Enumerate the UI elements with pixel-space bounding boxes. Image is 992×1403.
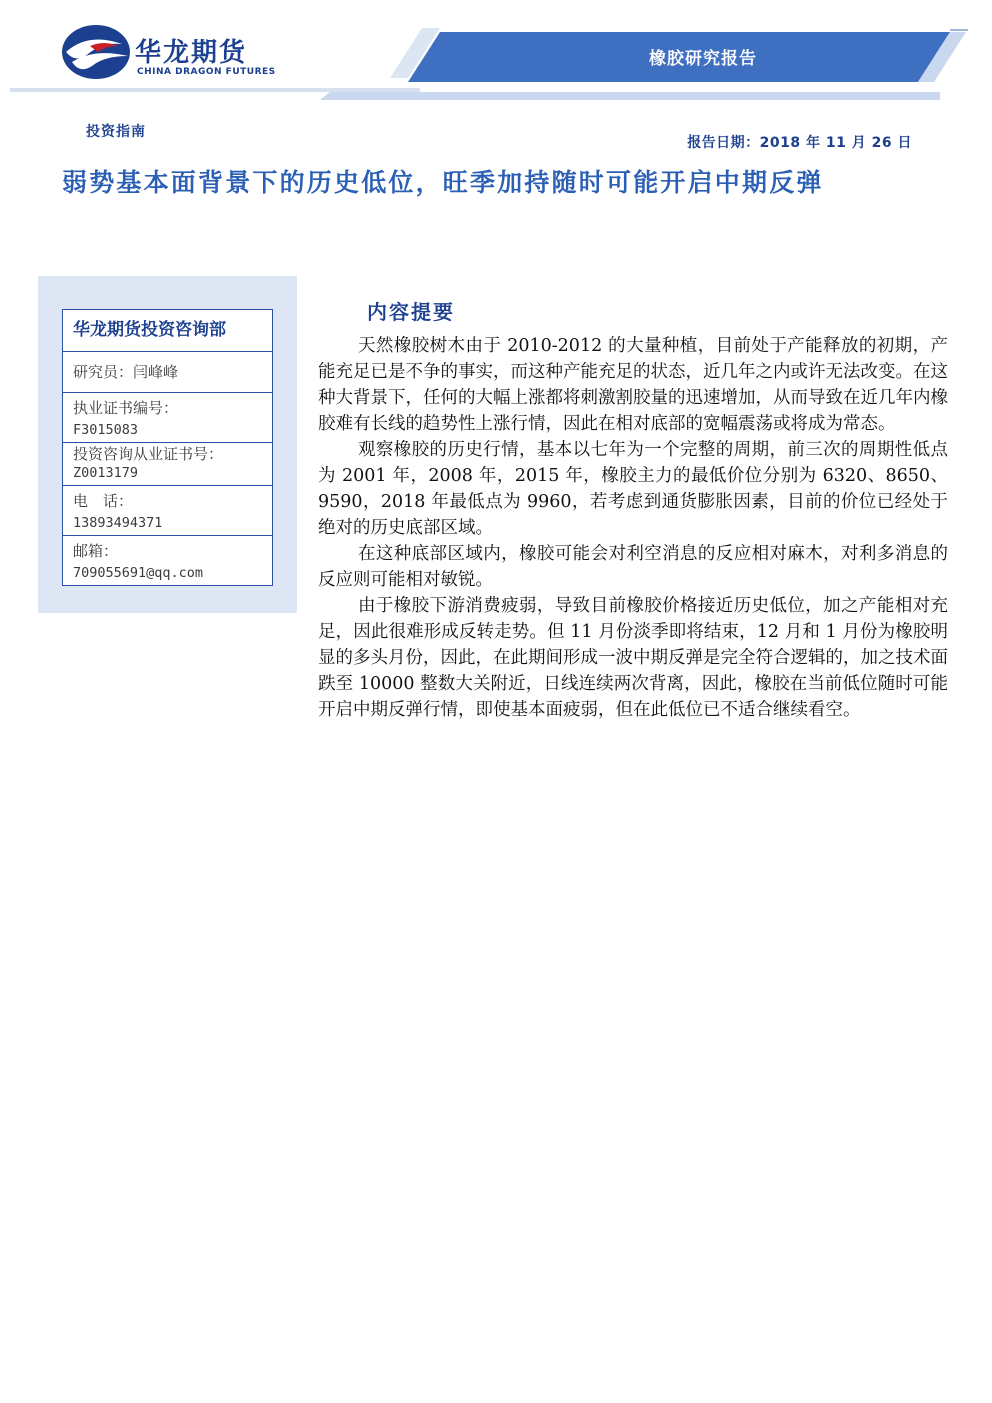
- summary-paragraph: 观察橡胶的历史行情，基本以七年为一个完整的周期，前三次的周期性低点为 2001 年，2008 年，2015 年，橡胶主力的最低价位分别为 6320、8650、9590，2018 年最低点为 9960，若考虑到通货膨胀因素，目前的价位已经处于绝对的历史底部区域。: [318, 440, 948, 538]
- phone-number: 13893494371: [73, 515, 163, 531]
- report-title: 弱势基本面背景下的历史低位，旺季加持随时可能开启中期反弹: [62, 168, 824, 197]
- sidebar: [38, 276, 297, 613]
- report-type-label: 橡胶研究报告: [649, 49, 757, 69]
- email-block: [63, 535, 272, 585]
- phone-block: [63, 485, 272, 535]
- advisory-number: Z0013179: [73, 465, 139, 481]
- phone-label: 电 话：: [73, 492, 134, 510]
- company-logo: [58, 22, 134, 82]
- researcher-name: 研究员：闫峰峰: [63, 351, 272, 392]
- category-label: 投资指南: [86, 124, 146, 140]
- brand-name-en: CHINA DRAGON FUTURES: [137, 67, 276, 77]
- summary-content: [318, 333, 948, 723]
- license-block: [63, 392, 272, 442]
- advisory-block: [63, 442, 272, 485]
- license-label: 执业证书编号：: [73, 399, 179, 417]
- license-number: F3015083: [73, 422, 139, 438]
- email-address[interactable]: 709055691@qq.com: [73, 565, 204, 581]
- report-date: 报告日期：2018 年 11 月 26 日: [687, 135, 912, 151]
- summary-paragraph: 由于橡胶下游消费疲弱，导致目前橡胶价格接近历史低位，加之产能相对充足，因此很难形成反转走势。但 11 月份淡季即将结束，12 月和 1 月份为橡胶明显的多头月份，因此，在此期间形成一波中期反弹是完全符合逻辑的，加之技术面跌至 10000 整数大关附近，日线连续两次背离，因此，橡胶在当前低位随时可能开启中期反弹行情，即使基本面疲弱，但在此低位已不适合继续看空。: [318, 596, 948, 720]
- summary-heading: 内容提要: [367, 300, 455, 324]
- summary-paragraph: 天然橡胶树木由于 2010-2012 的大量种植，目前处于产能释放的初期，产能充足已是不争的事实，而这种产能充足的状态，近几年之内或许无法改变。在这种大背景下，任何的大幅上涨都将刺激割胶量的迅速增加，从而导致在近几年内橡胶难有长线的趋势性上涨行情，因此在相对底部的宽幅震荡或将成为常态。: [318, 336, 948, 434]
- advisory-label: 投资咨询从业证书号：: [73, 445, 224, 463]
- department-name: 华龙期货投资咨询部: [73, 320, 226, 340]
- summary-paragraph: 在这种底部区域内，橡胶可能会对利空消息的反应相对麻木，对利多消息的反应则可能相对敏锐。: [318, 544, 948, 590]
- email-label: 邮箱：: [73, 542, 119, 560]
- page-header: [0, 0, 992, 110]
- brand-name-cn: 华龙期货: [135, 38, 248, 68]
- contact-box: [62, 309, 273, 586]
